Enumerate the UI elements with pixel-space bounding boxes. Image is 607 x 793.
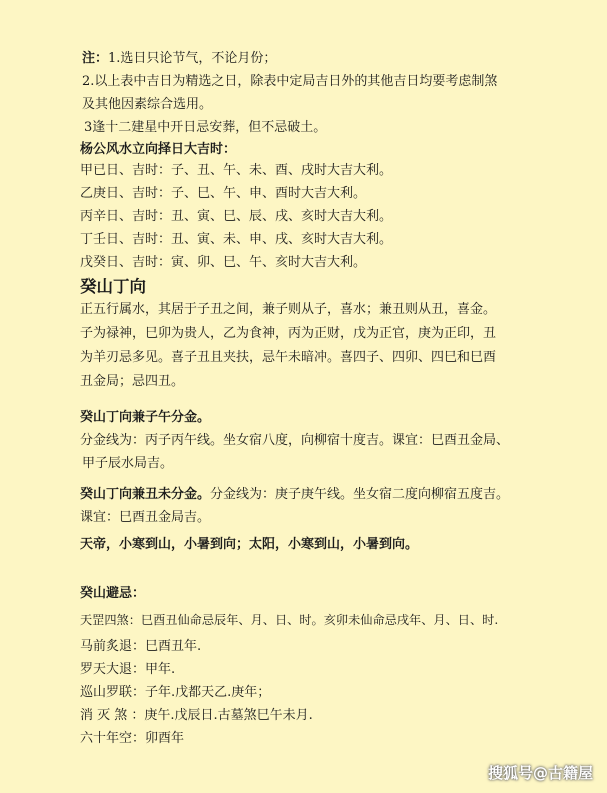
notes-line2: 2.以上表中吉日为精选之日，除表中定局吉日外的其他吉日均要考虑制煞 xyxy=(82,74,498,89)
watermark: 搜狐号@古籍屋 xyxy=(487,764,593,782)
bihui-row: 罗天大退：甲年. xyxy=(80,662,176,677)
bihui-row: 马前炙退：巳酉丑年. xyxy=(80,639,202,654)
jianchouwei-line1 xyxy=(80,486,509,504)
jianchouwei-title: 癸山丁向兼丑未分金。 xyxy=(80,487,211,502)
notes-line1 xyxy=(82,50,276,68)
notes-line2b: 及其他因素综合选用。 xyxy=(82,97,213,112)
yanggong-row: 乙庚日、吉时：子、巳、午、申、酉时大吉大利。 xyxy=(80,186,367,201)
jianziwu-title: 癸山丁向兼子午分金。 xyxy=(80,410,211,425)
jianchouwei-rest: 分金线为：庚子庚午线。坐女宿二度向柳宿五度吉。 xyxy=(210,487,510,502)
jianziwu-line1: 分金线为：丙子丙午线。坐女宿八度，向柳宿十度吉。课宜：巳酉丑金局、 xyxy=(80,433,510,448)
notes-text-1: 1.选日只论节气，不论月份； xyxy=(108,51,277,66)
guishan-paragraph-line: 子为禄神，巳卯为贵人，乙为食神，丙为正财，戊为正官，庚为正印，丑 xyxy=(80,326,497,341)
jianchouwei-line2: 课宜：巳酉丑金局吉。 xyxy=(80,510,211,525)
guishan-paragraph-line: 丑金局；忌四丑。 xyxy=(80,374,185,389)
yanggong-row: 丁壬日、吉时：丑、寅、未、申、戌、亥时大吉大利。 xyxy=(80,232,393,247)
bihui-row: 消 灭 煞 ：庚午.戊辰日.古墓煞巳午未月. xyxy=(80,708,313,723)
bihui-row: 六十年空：卯酉年 xyxy=(80,731,185,746)
yanggong-row: 甲已日、吉时：子、丑、午、未、酉、戌时大吉大利。 xyxy=(80,163,393,178)
tiandi-line: 天帝，小寒到山，小暑到向；太阳，小寒到山，小暑到向。 xyxy=(80,537,419,552)
bihui-title: 癸山避忌： xyxy=(80,586,146,601)
guishan-paragraph-line: 正五行属水，其居于子丑之间，兼子则从子，喜水；兼丑则从丑，喜金。 xyxy=(80,302,497,317)
bihui-row: 巡山罗联：子年.戊都天乙.庚年； xyxy=(80,685,271,700)
jianziwu-line2: 甲子辰水局吉。 xyxy=(82,456,174,471)
bihui-row: 天罡四煞：巳酉丑仙命忌辰年、月、日、时。亥卯未仙命忌戌年、月、日、时. xyxy=(80,613,499,627)
guishan-paragraph-line: 为羊刃忌多见。喜子丑且夹扶，忌午未暗冲。喜四子、四卯、四巳和巳酉 xyxy=(80,350,497,365)
yanggong-row: 丙辛日、吉时：丑、寅、巳、辰、戌、亥时大吉大利。 xyxy=(80,209,393,224)
notes-label: 注： xyxy=(82,51,109,66)
guishan-title: 癸山丁向 xyxy=(80,277,146,296)
notes-line3: 3逢十二建星中开日忌安葬，但不忌破土。 xyxy=(84,120,327,135)
yanggong-title: 杨公风水立向择日大吉时： xyxy=(80,142,237,157)
yanggong-row: 戊癸日、吉时：寅、卯、巳、午、亥时大吉大利。 xyxy=(80,255,367,270)
